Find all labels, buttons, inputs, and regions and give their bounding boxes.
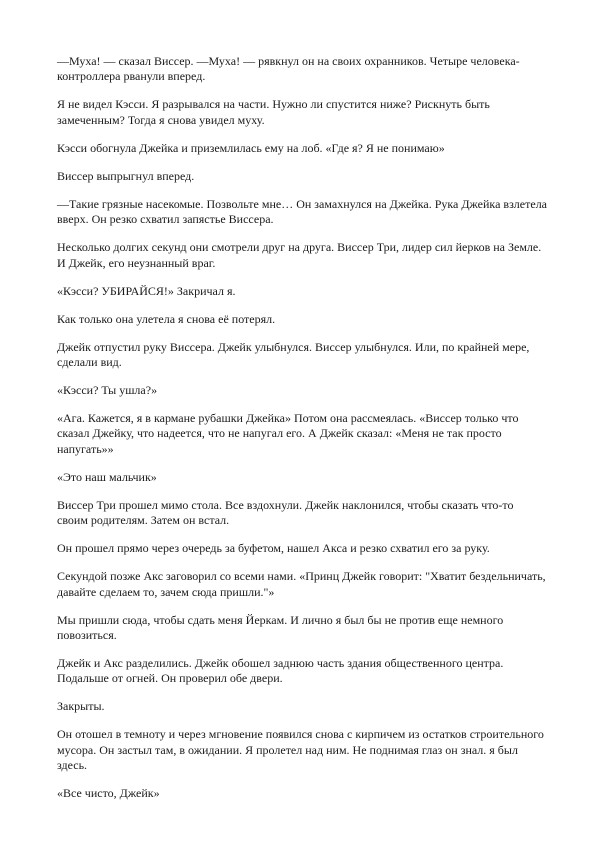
paragraph: Как только она улетела я снова её потерял. (57, 311, 276, 326)
paragraph: —Такие грязные насекомые. Позвольте мне… Он замахнулся на Джейка. Рука Джейка взлетела вверх. Он резко схватил запястье Виссера. (57, 196, 548, 227)
paragraph: Джейк отпустил руку Виссера. Джейк улыбнулся. Виссер улыбнулся. Или, по крайней мере, сделали вид. (57, 339, 530, 370)
paragraph: —Муха! — сказал Виссер. —Муха! — рявкнул он на своих охранников. Четыре человека-контроллера рванули вперед. (57, 54, 520, 84)
paragraph: «Это наш мальчик» (57, 469, 157, 484)
paragraph: Он прошел прямо через очередь за буфетом, нашел Акса и резко схватил его за руку. (57, 541, 490, 556)
paragraph: Кэсси обогнула Джейка и приземлилась ему на лоб. «Где я? Я не понимаю» (57, 140, 445, 155)
document-body (57, 54, 547, 814)
paragraph: «Кэсси? Ты ушла?» (57, 383, 158, 398)
paragraph: Закрыты. (57, 699, 105, 714)
paragraph: Мы пришли сюда, чтобы сдать меня Йеркам. И лично я был бы не против еще немного повозиться. (57, 612, 504, 643)
paragraph: Виссер выпрыгнул вперед. (57, 168, 195, 183)
paragraph: «Все чисто, Джейк» (57, 786, 160, 801)
paragraph: «Ага. Кажется, я в кармане рубашки Джейка» Потом она рассмеялась. «Виссер только что сказал Джейку, что надеется, что не напугал его. А Джейк сказал: «Меня не так просто напугать»» (57, 411, 519, 456)
paragraph: Секундой позже Акс заговорил со всеми нами. «Принц Джейк говорит: "Хватит бездельничать, давайте сделаем то, зачем сюда пришли."» (57, 569, 546, 599)
paragraph: Виссер Три прошел мимо стола. Все вздохнули. Джейк наклонился, чтобы сказать что-то своим родителям. Затем он встал. (57, 497, 514, 528)
paragraph: Несколько долгих секунд они смотрели друг на друга. Виссер Три, лидер сил йерков на Земле. И Джейк, его неузнанный враг. (57, 240, 542, 270)
paragraph: Джейк и Акс разделились. Джейк обошел заднюю часть здания общественного центра. Подальше от огней. Он проверил обе двери. (57, 656, 504, 686)
paragraph: Он отошел в темноту и через мгновение появился снова с кирпичем из остатков строительного мусора. Он застыл там, в ожидании. Я пролетел над ним. Не поднимая глаз он знал. я был здесь. (57, 727, 544, 773)
paragraph: Я не видел Кэсси. Я разрывался на части. Нужно ли спустится ниже? Рискнуть быть замеченным? Тогда я снова увидел муху. (57, 97, 490, 127)
paragraph: «Кэсси? УБИРАЙСЯ!» Закричал я. (57, 283, 236, 298)
